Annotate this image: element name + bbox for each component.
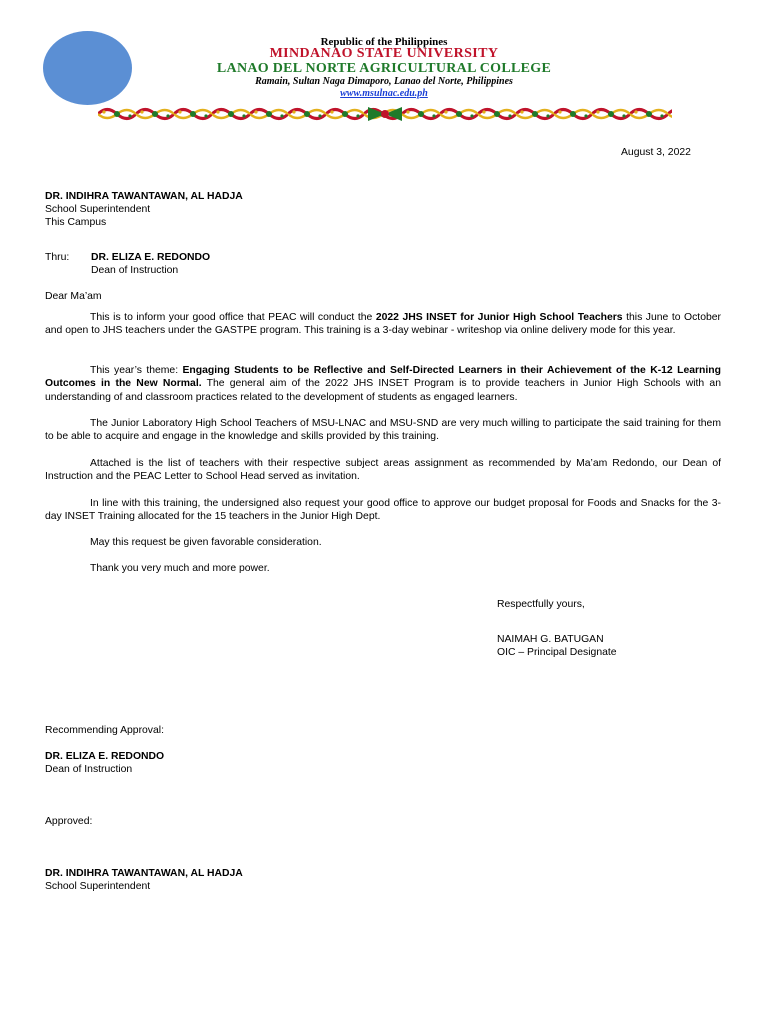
thru-title: Dean of Instruction: [91, 265, 179, 276]
recommending-title: Dean of Instruction: [45, 764, 133, 775]
republic-line: Republic of the Philippines: [320, 36, 448, 48]
thru-name: DR. ELIZA E. REDONDO: [91, 252, 211, 263]
salutation: Dear Ma’am: [45, 291, 102, 302]
body-paragraph-1: This is to inform your good office that PEAC will conduct the 2022 JHS INSET for Junior High School Teachers this June to October and open to JHS teachers under the GASTPE program. This training is a 3-day webinar - writeshop via online delivery mode for this year.: [45, 312, 721, 337]
body-paragraph-5: In line with this training, the undersigned also request your good office to approve our budget proposal for Foods and Snacks for the 3-day INSET Training allocated for the 15 teachers in the Junior High Dept.: [45, 498, 721, 523]
recipient-name: DR. INDIHRA TAWANTAWAN, AL HADJA: [45, 191, 243, 202]
body-paragraph-4: Attached is the list of teachers with their respective subject areas assignment as recommended by Ma’am Redondo, our Dean of Instruction and the PEAC Letter to School Head served as invitation.: [45, 458, 721, 483]
letter-date: August 3, 2022: [621, 147, 691, 158]
body-paragraph-3: The Junior Laboratory High School Teachers of MSU-LNAC and MSU-SND are very much willing to participate the said training for them to be able to acquire and engage in the knowledge and skills provided by this training.: [45, 418, 721, 443]
body-paragraph-6: May this request be given favorable consideration.: [90, 537, 322, 548]
decorative-border: [98, 104, 672, 124]
university-logo: [43, 31, 132, 105]
college-name: LANAO DEL NORTE AGRICULTURAL COLLEGE: [216, 61, 552, 76]
recipient-title: School Superintendent: [45, 204, 151, 215]
recipient-location: This Campus: [45, 217, 107, 228]
body-paragraph-2: This year’s theme: Engaging Students to be Reflective and Self-Directed Learners in their Achievement of the K-12 Learning Outcomes in the New Normal. The general aim of the 2022 JHS INSET Program is to provide teachers in Junior High Schools with an understanding of and classroom practices related to the development of students as engaged learners.: [45, 365, 721, 403]
closing-phrase: Respectfully yours,: [497, 599, 585, 610]
university-name: MINDANAO STATE UNIVERSITY: [269, 46, 499, 61]
college-address: Ramain, Sultan Naga Dimaporo, Lanao del Norte, Philippines: [255, 76, 513, 87]
signatory-title: OIC – Principal Designate: [497, 647, 617, 658]
thru-label: Thru:: [45, 252, 70, 263]
approved-label: Approved:: [45, 816, 93, 827]
approved-title: School Superintendent: [45, 881, 151, 892]
website-link[interactable]: www.msulnac.edu.ph: [340, 88, 428, 99]
body-paragraph-7: Thank you very much and more power.: [90, 563, 270, 574]
recommending-name: DR. ELIZA E. REDONDO: [45, 751, 165, 762]
recommending-label: Recommending Approval:: [45, 725, 164, 736]
approved-name: DR. INDIHRA TAWANTAWAN, AL HADJA: [45, 868, 243, 879]
signatory-name: NAIMAH G. BATUGAN: [497, 634, 604, 645]
